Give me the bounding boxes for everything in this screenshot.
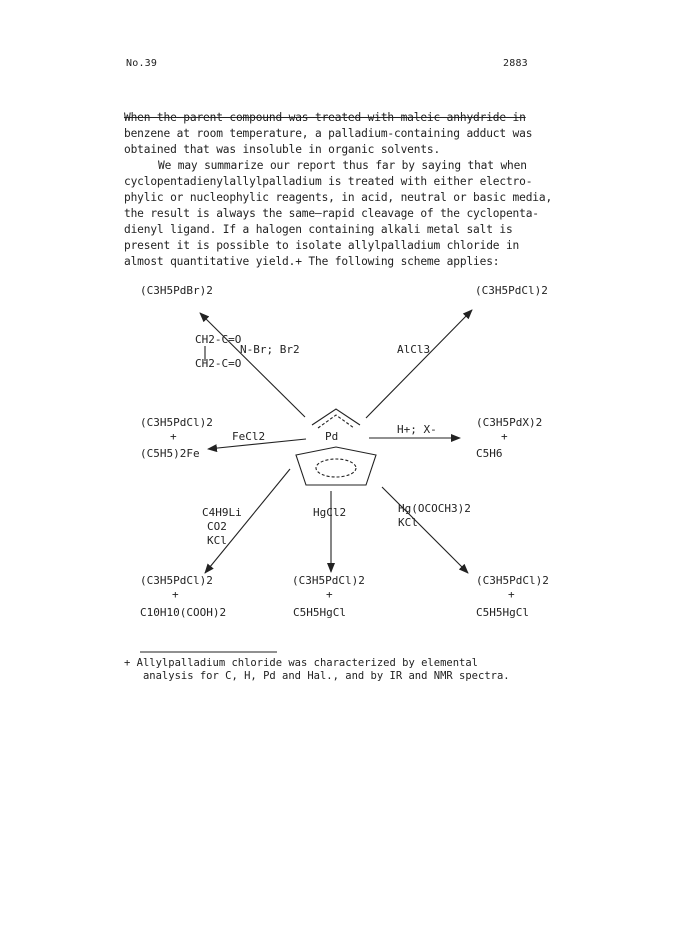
footnote-line: analysis for C, H, Pd and Hal., and by IR and NMR spectra.: [124, 670, 510, 682]
acid-reagent: H+; X-: [397, 423, 437, 436]
text-line: cyclopentadienylallylpalladium is treated with either electro-: [124, 175, 533, 188]
text-line: almost quantitative yield.+ The following scheme applies:: [124, 255, 500, 268]
arrow-to-top-right: [366, 310, 472, 418]
bottom-right-product-1: (C3H5PdCl)2: [476, 574, 549, 587]
fecl2-reagent: FeCl2: [232, 430, 266, 443]
bottom-right-product-2: C5H5HgCl: [476, 606, 529, 619]
alcl3-reagent: AlCl3: [397, 343, 431, 356]
page-number: 2883: [503, 58, 528, 69]
bottom-mid-plus: +: [326, 588, 333, 601]
product-top-left: (C3H5PdBr)2: [140, 284, 213, 297]
allyl-ligand: [312, 409, 360, 425]
right-product-plus: +: [501, 430, 508, 443]
footnote: [124, 657, 564, 683]
kcl-reagent-2: KCl: [398, 516, 418, 529]
text-line: When the parent compound was treated with maleic anhydride in: [124, 111, 526, 124]
left-product-plus: +: [170, 430, 177, 443]
buli-reagent: C4H9Li: [202, 506, 242, 519]
bottom-left-product-2: C10H10(COOH)2: [140, 606, 227, 619]
bottom-right-plus: +: [508, 588, 515, 601]
right-product-2: C5H6: [476, 447, 503, 460]
nbs-line1: CH2-C=O: [195, 333, 242, 346]
nbs-line2: CH2-C=O: [195, 357, 242, 370]
kcl-reagent: KCl: [207, 534, 227, 547]
center-metal: Pd: [325, 430, 339, 443]
page-header-journal: No.39: [126, 58, 158, 69]
right-product-1: (C3H5PdX)2: [476, 416, 543, 429]
nbs-reagent: N-Br; Br2: [240, 343, 300, 356]
arrow-to-bottom-right: [382, 487, 468, 573]
text-line: obtained that was insoluble in organic solvents.: [124, 143, 441, 156]
footnote-line: + Allylpalladium chloride was characterized by elemental: [124, 657, 479, 669]
bottom-left-plus: +: [172, 588, 179, 601]
hgcl2-reagent: HgCl2: [313, 506, 347, 519]
text-line: present it is possible to isolate allylpalladium chloride in: [124, 239, 520, 252]
text-line: phylic or nucleophylic reagents, in acid, neutral or basic media,: [124, 191, 553, 204]
bottom-mid-product-1: (C3H5PdCl)2: [292, 574, 365, 587]
left-product-1: (C3H5PdCl)2: [140, 416, 213, 429]
bottom-left-product-1: (C3H5PdCl)2: [140, 574, 213, 587]
hgoac-reagent: Hg(OCOCH3)2: [398, 502, 471, 515]
cyclopentadienyl-ring: [296, 447, 376, 485]
co2-reagent: CO2: [207, 520, 227, 533]
text-line: dienyl ligand. If a halogen containing alkali metal salt is: [124, 223, 513, 236]
product-top-right: (C3H5PdCl)2: [475, 284, 548, 297]
left-product-2: (C5H5)2Fe: [140, 447, 200, 460]
text-line: the result is always the same—rapid cleavage of the cyclopenta-: [124, 207, 539, 220]
bottom-mid-product-2: C5H5HgCl: [293, 606, 346, 619]
text-line: benzene at room temperature, a palladium-containing adduct was: [124, 127, 533, 140]
text-line: We may summarize our report thus far by saying that when: [158, 159, 527, 172]
